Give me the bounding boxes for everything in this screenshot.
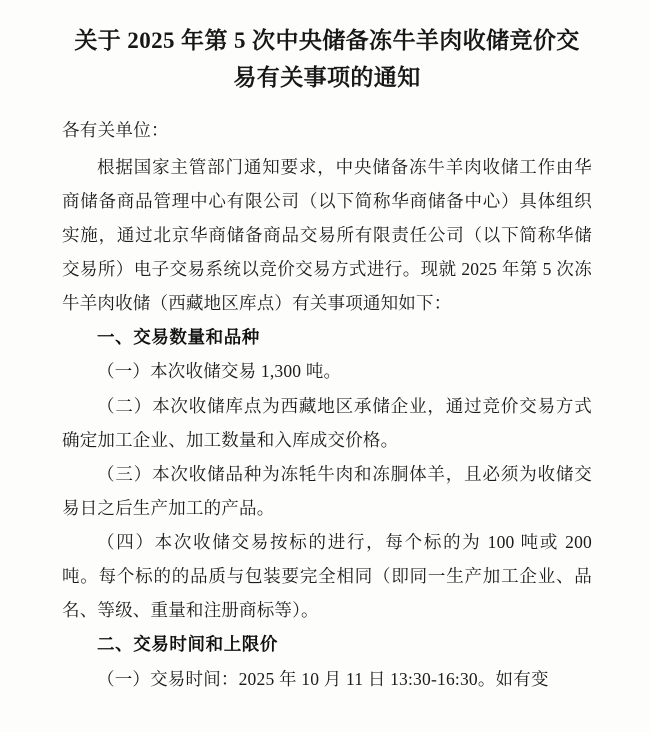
document-body xyxy=(62,150,592,696)
item-2-1: （一）交易时间：2025 年 10 月 11 日 13:30-16:30。如有变 xyxy=(97,668,549,689)
intro-paragraph: 根据国家主管部门通知要求，中央储备冻牛羊肉收储工作由华商储备商品管理中心有限公司（以下简称华商储备中心）具体组织实施，通过北京华商储备商品交易所有限责任公司（以下简称华储交易所）电子交易系统以竞价交易方式进行。现就 2025 年第 5 次冻牛羊肉收储（西藏地区库点）有关事项通知如下： xyxy=(62,156,592,314)
section-heading-1: 一、交易数量和品种 xyxy=(97,327,260,348)
page-title: 关于 2025 年第 5 次中央储备冻牛羊肉收储竞价交易有关事项的通知 xyxy=(74,28,580,91)
section-heading-2: 二、交易时间和上限价 xyxy=(97,634,278,655)
item-1-1: （一）本次收储交易 1,300 吨。 xyxy=(97,361,342,382)
item-1-4: （四）本次收储交易按标的进行，每个标的为 100 吨或 200 吨。每个标的的品质与包装要完全相同（即同一生产加工企业、品名、等级、重量和注册商标等）。 xyxy=(62,532,592,621)
item-1-3: （三）本次收储品种为冻牦牛肉和冻胴体羊，且必须为收储交易日之后生产加工的产品。 xyxy=(62,463,592,518)
salutation: 各有关单位： xyxy=(62,119,169,140)
item-1-2: （二）本次收储库点为西藏地区承储企业，通过竞价交易方式确定加工企业、加工数量和入库成交价格。 xyxy=(62,395,592,450)
